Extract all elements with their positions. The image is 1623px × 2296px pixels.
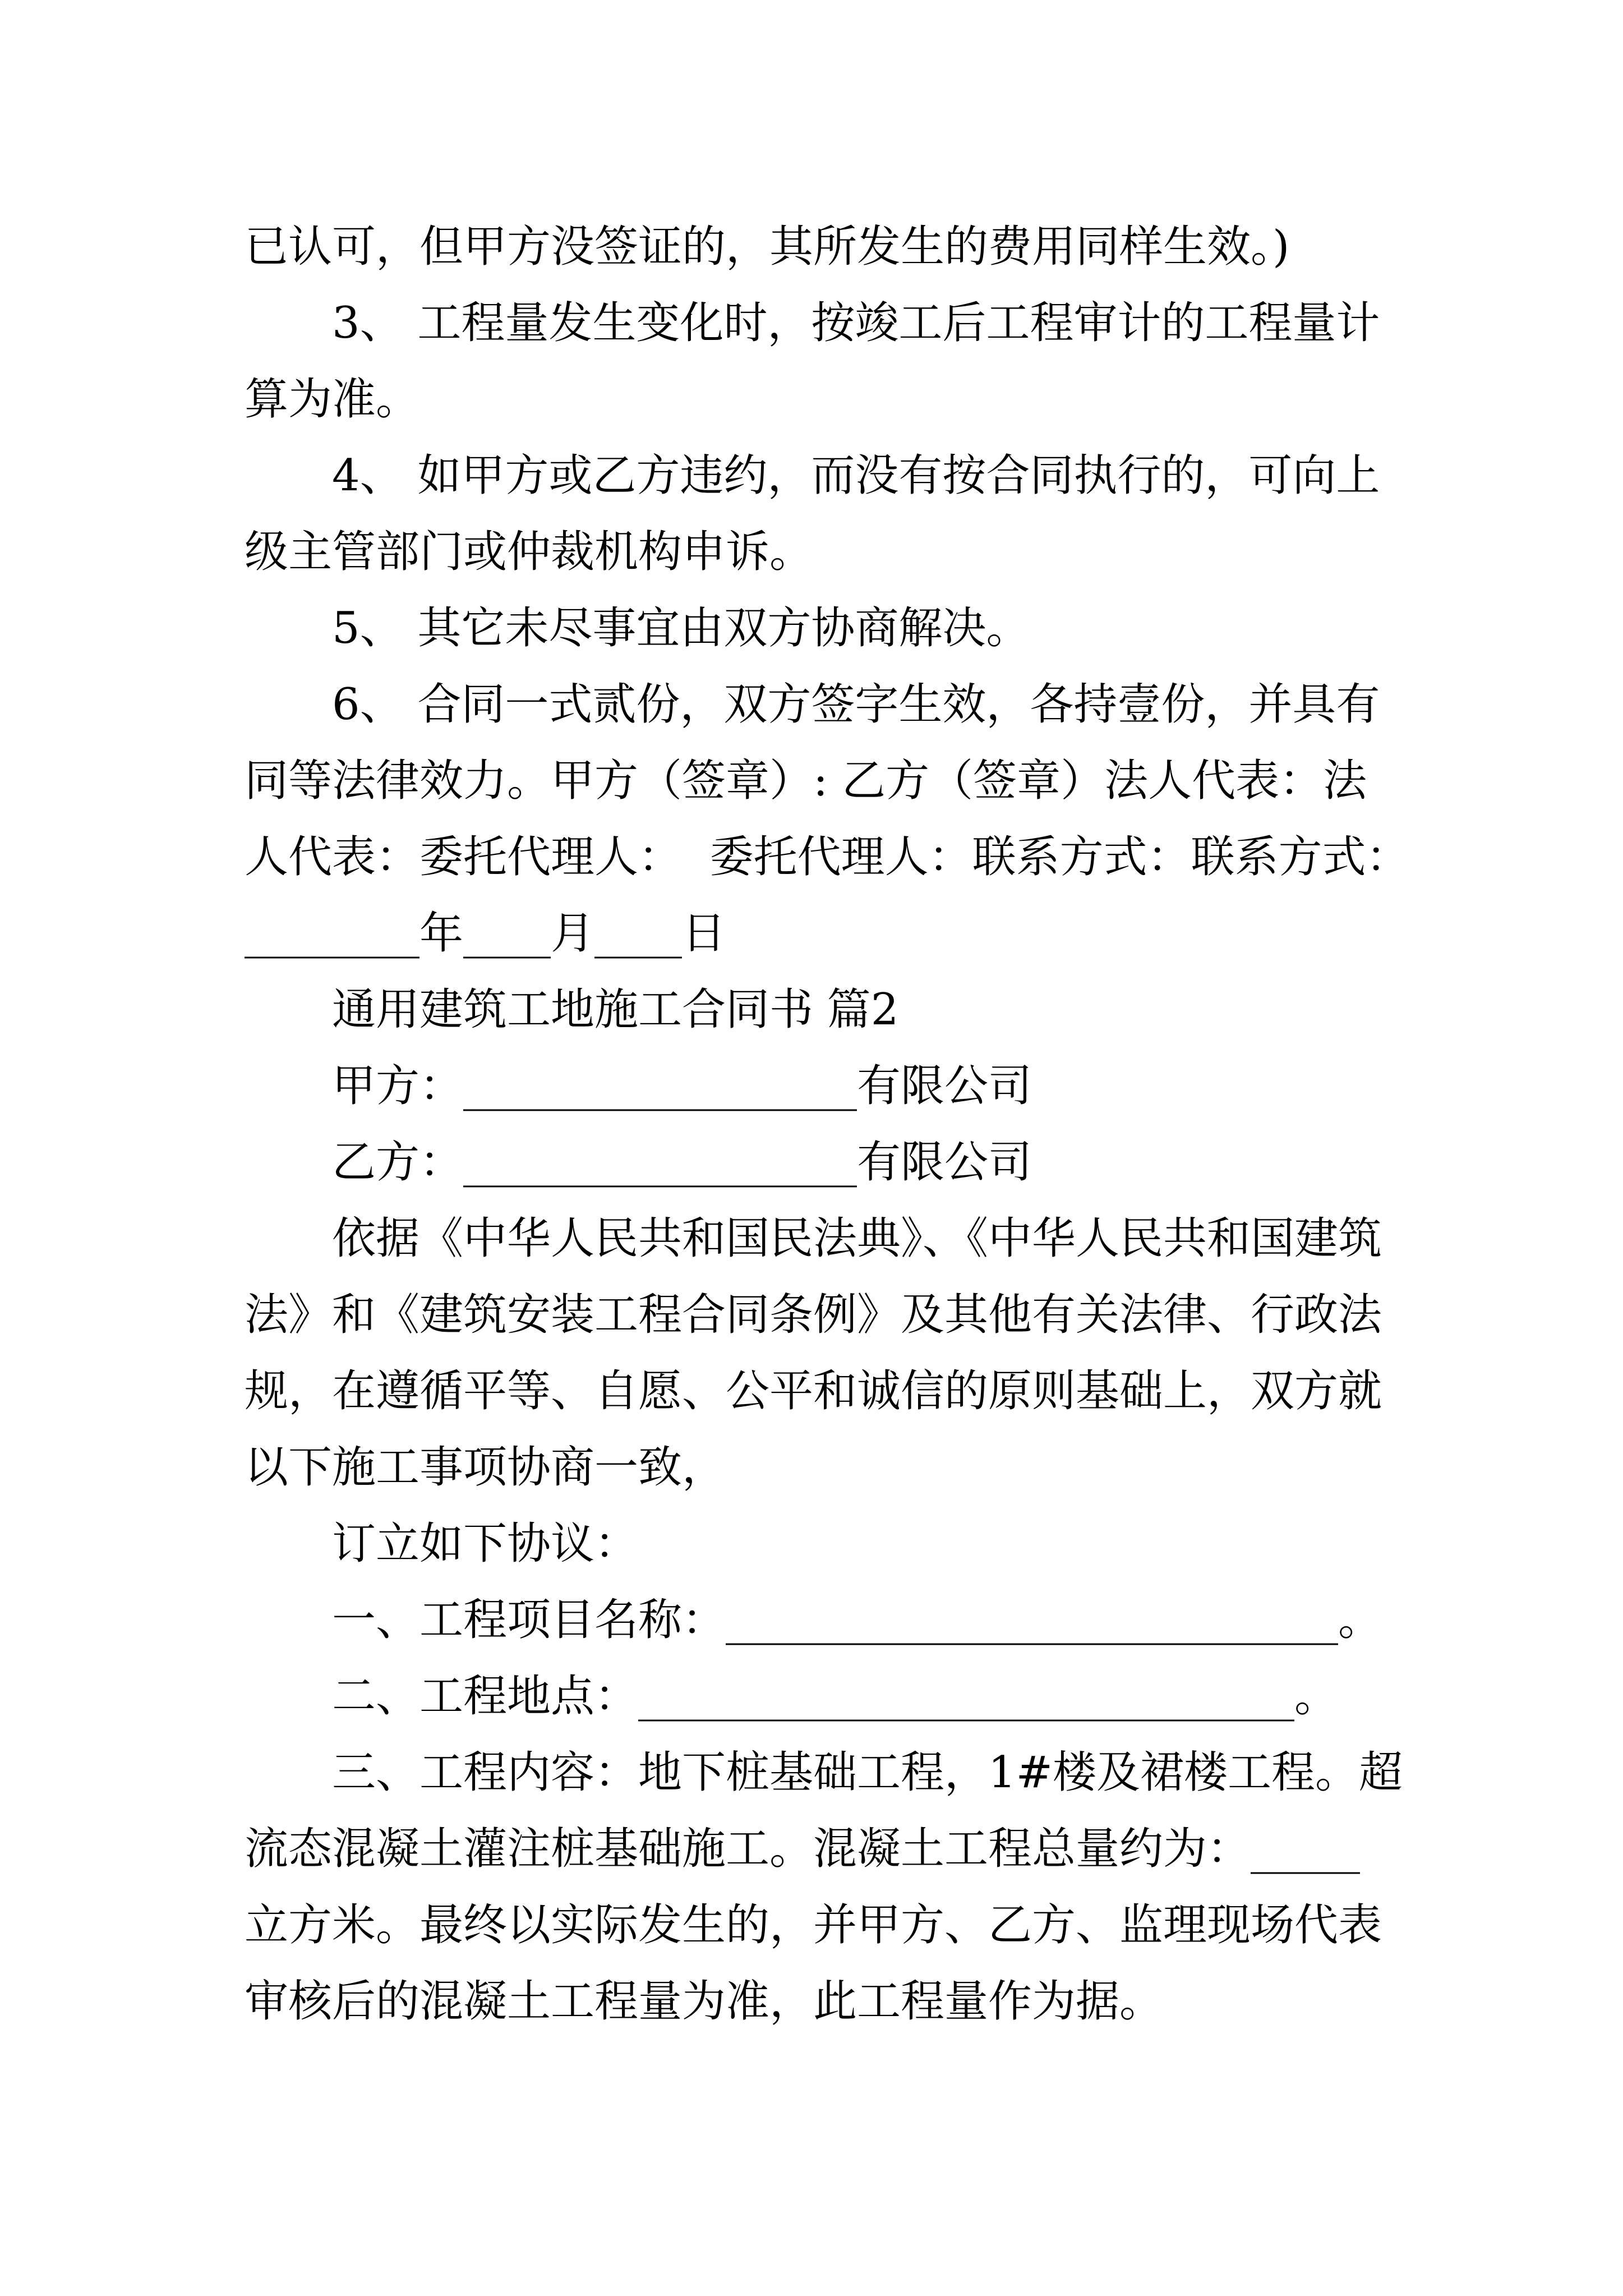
text-line: 流态混凝土灌注桩基础施工。混凝土工程总量约为：_____ — [245, 1824, 1361, 1874]
party-b-blank-line: 乙方：__________________有限公司 — [332, 1137, 1032, 1188]
date-blank-line: ________年____月____日 — [245, 908, 726, 959]
text-line: 规，在遵循平等、自愿、公平和诚信的原则基础上，双方就 — [245, 1366, 1382, 1416]
text-line: 审核后的混凝土工程量为准，此工程量作为据。 — [245, 1976, 1164, 2027]
text-line-clause-4: 4、 如甲方或乙方违约，而没有按合同执行的，可向上 — [332, 450, 1380, 501]
project-site-blank-line: 二、工程地点：______________________________。 — [332, 1671, 1339, 1722]
text-line: 法》和《建筑安装工程合同条例》及其他有关法律、行政法 — [245, 1290, 1382, 1340]
text-line: 立方米。最终以实际发生的，并甲方、乙方、监理现场代表 — [245, 1900, 1382, 1950]
text-line: 以下施工事项协商一致， — [245, 1442, 726, 1493]
text-line: 级主管部门或仲裁机构申诉。 — [245, 527, 814, 577]
text-line-clause-3: 3、 工程量发生变化时，按竣工后工程审计的工程量计 — [332, 298, 1380, 348]
text-line: 依据《中华人民共和国民法典》、《中华人民共和国建筑 — [332, 1213, 1382, 1264]
project-name-blank-line: 一、工程项目名称：____________________________。 — [332, 1595, 1382, 1645]
text-line: 算为准。 — [245, 374, 420, 425]
text-line-clause-6: 6、 合同一式贰份，双方签字生效，各持壹份，并具有 — [332, 679, 1380, 730]
text-line: 同等法律效力。甲方（签章）: 乙方（签章）法人代表：法 — [245, 756, 1367, 806]
section-title-line: 通用建筑工地施工合同书 篇2 — [332, 984, 899, 1035]
party-a-blank-line: 甲方：__________________有限公司 — [332, 1061, 1032, 1111]
text-line-clause-5: 5、 其它未尽事宜由双方协商解决。 — [332, 603, 1030, 654]
document-content — [245, 209, 1422, 2040]
text-line: 人代表：委托代理人： 委托代理人：联系方式：联系方式： — [245, 832, 1410, 882]
text-line: 订立如下协议： — [332, 1519, 639, 1569]
text-line-clause-content: 三、工程内容：地下桩基础工程，1#楼及裙楼工程。超 — [332, 1747, 1403, 1798]
text-line: 已认可，但甲方没签证的，其所发生的费用同样生效。) — [245, 222, 1290, 272]
